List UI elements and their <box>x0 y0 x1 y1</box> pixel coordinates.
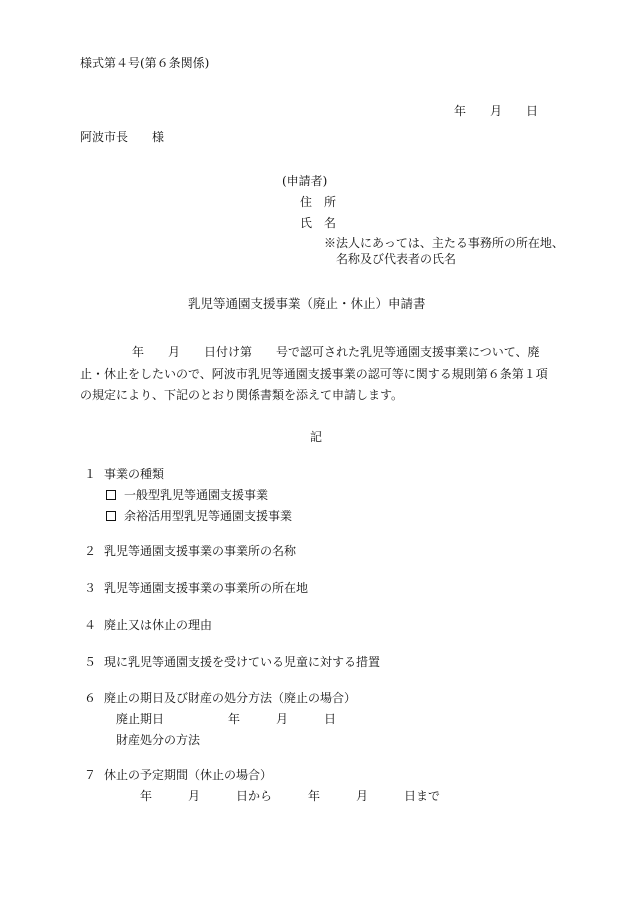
body-line-1: 年 月 日付け第 号で認可された乳児等通園支援事業について、廃 <box>132 345 540 359</box>
item-5-label: 現に乳児等通園支援を受けている児童に対する措置 <box>104 655 381 669</box>
item-1-number: １ <box>84 467 97 481</box>
checkbox-general[interactable] <box>106 490 116 500</box>
item-2-number: ２ <box>84 544 97 558</box>
form-number: 様式第４号(第６条関係) <box>80 56 210 70</box>
corporation-note-line1: ※法人にあっては、主たる事務所の所在地、 <box>324 236 564 250</box>
item-6-number: ６ <box>84 691 97 705</box>
abolition-date-label: 廃止期日 <box>116 712 165 726</box>
item-4-number: ４ <box>84 618 97 632</box>
item-3-label: 乳児等通園支援事業の事業所の所在地 <box>104 581 309 595</box>
item-6-label: 廃止の期日及び財産の処分方法（廃止の場合） <box>104 691 357 705</box>
option-general-label: 一般型乳児等通園支援事業 <box>124 488 269 502</box>
item-7-label: 休止の予定期間（休止の場合） <box>104 768 273 782</box>
option-surplus-label: 余裕活用型乳児等通園支援事業 <box>124 509 293 523</box>
corporation-note-line2: 名称及び代表者の氏名 <box>336 252 457 266</box>
item-3-number: ３ <box>84 581 97 595</box>
address-label: 住 所 <box>300 195 337 209</box>
addressee: 阿波市長 様 <box>80 130 165 144</box>
ki-heading: 記 <box>310 430 323 444</box>
date-line: 年 月 日 <box>454 104 539 118</box>
item-2-label: 乳児等通園支援事業の事業所の名称 <box>104 544 297 558</box>
item-5-number: ５ <box>84 655 97 669</box>
item-4-label: 廃止又は休止の理由 <box>104 618 213 632</box>
applicant-label: (申請者) <box>282 174 328 188</box>
item-7-number: ７ <box>84 768 97 782</box>
document-title: 乳児等通園支援事業（廃止・休止）申請書 <box>188 296 426 311</box>
suspension-period: 年 月 日から 年 月 日まで <box>140 789 441 803</box>
item-1-label: 事業の種類 <box>104 467 165 481</box>
body-line-2: 止・休止をしたいので、阿波市乳児等通園支援事業の認可等に関する規則第６条第１項 <box>80 367 548 381</box>
name-label: 氏 名 <box>300 216 337 230</box>
option-general[interactable] <box>106 488 268 503</box>
checkbox-surplus[interactable] <box>106 511 116 521</box>
body-line-3: の規定により、下記のとおり関係書類を添えて申請します。 <box>80 388 404 402</box>
property-disposal-label: 財産処分の方法 <box>116 733 201 747</box>
option-surplus[interactable] <box>106 509 292 524</box>
abolition-date-fields: 年 月 日 <box>228 712 337 726</box>
